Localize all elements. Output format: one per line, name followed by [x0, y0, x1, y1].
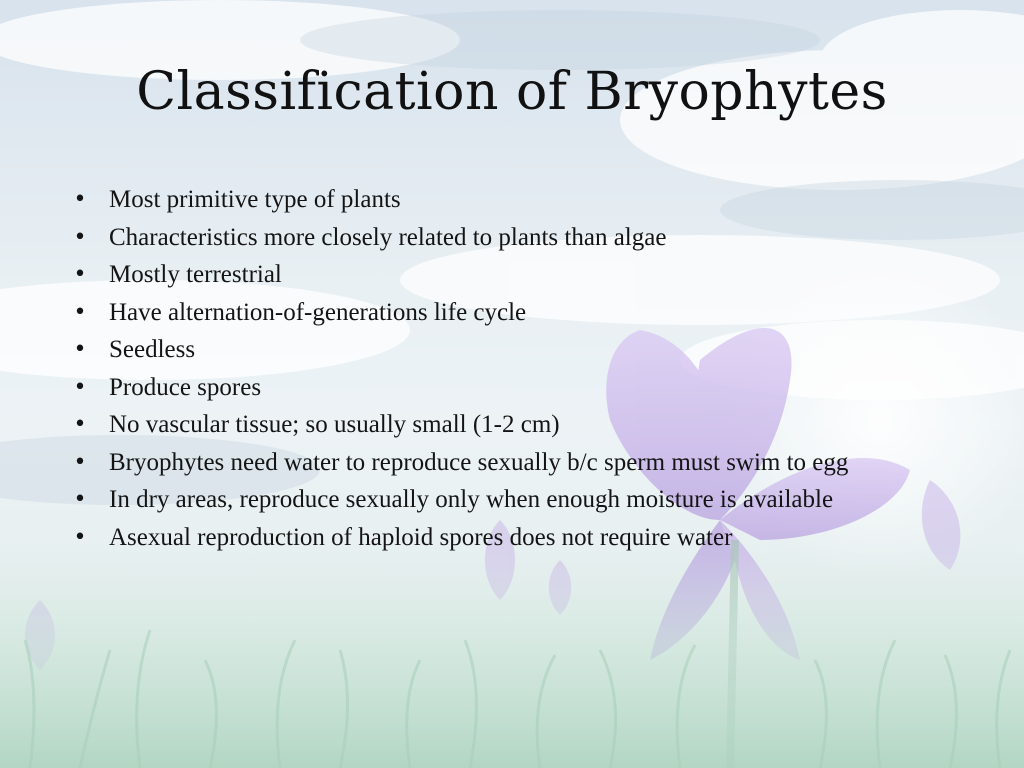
bullet-icon: •	[73, 487, 87, 512]
bullet-icon: •	[73, 524, 87, 550]
list-item	[70, 224, 970, 252]
list-item	[70, 524, 970, 552]
bullet-text: No vascular tissue; so usually small (1-2 cm)	[109, 411, 560, 438]
list-item	[70, 299, 970, 327]
list-item	[70, 486, 970, 514]
bullet-icon: •	[73, 449, 87, 475]
bullet-icon: •	[73, 412, 87, 437]
bullet-text: Most primitive type of plants	[109, 186, 401, 213]
bullet-text: Produce spores	[109, 373, 262, 401]
bullet-text: Mostly terrestrial	[109, 261, 282, 288]
slide-title: Classification of Bryophytes	[136, 62, 888, 122]
list-item	[70, 374, 970, 402]
list-item	[70, 411, 970, 439]
bullet-icon: •	[73, 224, 87, 250]
bullet-text: Seedless	[109, 336, 196, 363]
bullet-text: Bryophytes need water to reproduce sexually b/c sperm must swim to egg	[109, 448, 849, 476]
bullet-icon: •	[73, 187, 87, 212]
bullet-text: Asexual reproduction of haploid spores does not require water	[109, 523, 733, 551]
bullet-icon: •	[73, 337, 87, 362]
list-item	[70, 261, 970, 289]
bullet-list	[70, 186, 970, 561]
bullet-icon: •	[73, 374, 87, 400]
list-item	[70, 449, 970, 477]
list-item	[70, 186, 970, 214]
bullet-text: In dry areas, reproduce sexually only when enough moisture is available	[109, 486, 834, 513]
bullet-text: Have alternation-of-generations life cycle	[109, 298, 527, 326]
bullet-text: Characteristics more closely related to plants than algae	[109, 223, 667, 251]
bullet-icon: •	[73, 262, 87, 287]
bullet-icon: •	[73, 299, 87, 325]
list-item	[70, 336, 970, 364]
